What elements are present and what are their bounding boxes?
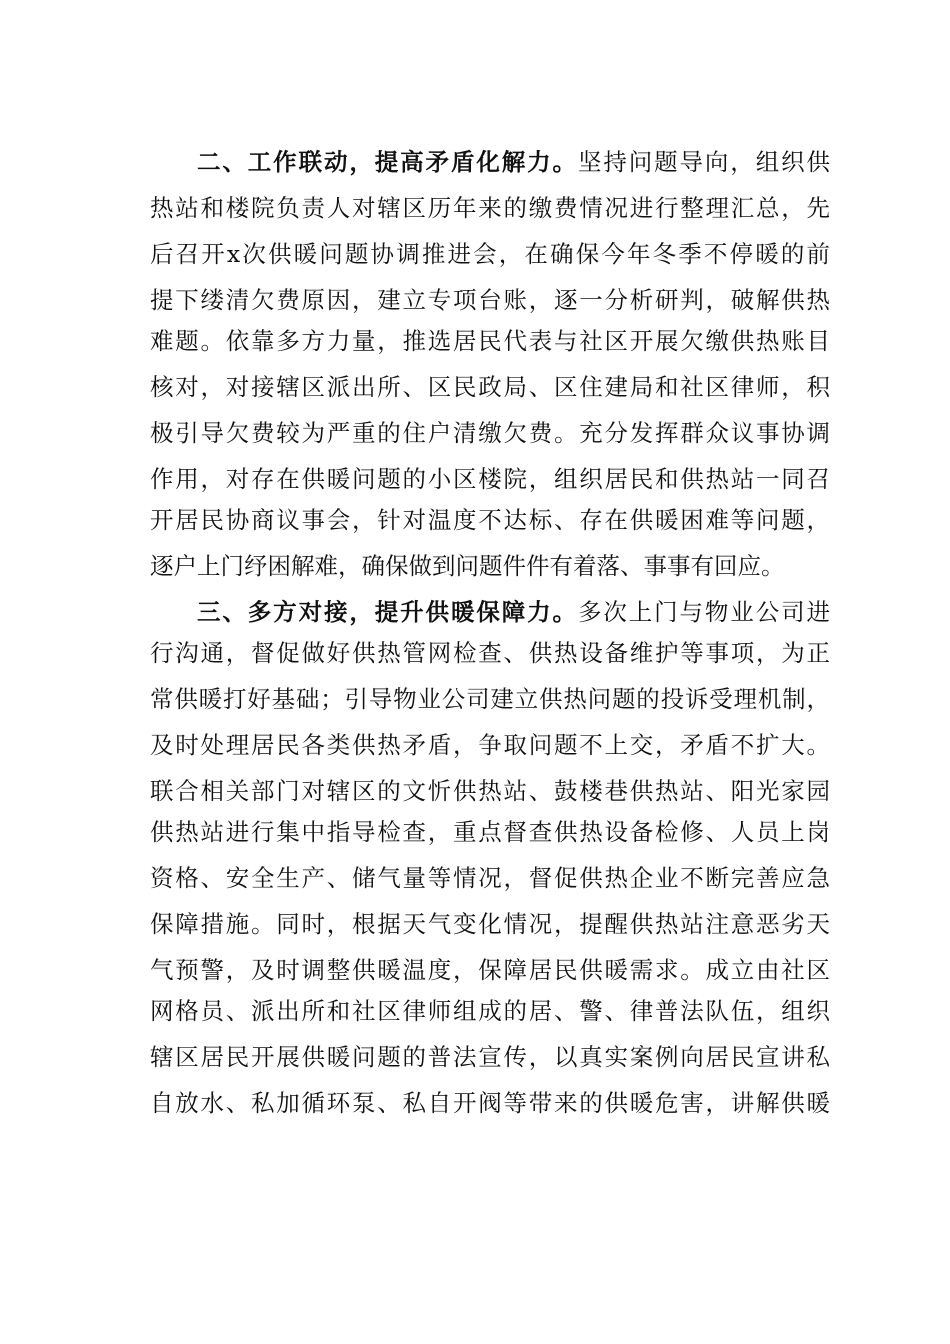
section3-line-6: 供热站进行集中指导检查，重点督查供热设备检修、人员上岗 [150,818,830,846]
section3-line-8: 保障措施。同时，根据天气变化情况，提醒供热站注意恶劣天 [150,910,830,938]
section3-line-7: 资格、安全生产、储气量等情况，督促供热企业不断完善应急 [150,864,830,892]
section3-line-12: 自放水、私加循环泵、私自开阀等带来的供暖危害，讲解供暖 [150,1089,830,1117]
section3-text: 多次上门与物业公司进 [577,598,830,626]
section3-line-9: 气预警，及时调整供暖温度，保障居民供暖需求。成立由社区 [150,956,830,984]
section2-line-4: 提下缕清欠费原因，建立专项台账，逐一分析研判，破解供热 [150,286,830,314]
section2-line-3: 后召开x次供暖问题协调推进会，在确保今年冬季不停暖的前 [150,240,830,268]
section3-heading: 三、多方对接，提升供暖保障力。 [197,598,578,626]
section2-line-1 [197,145,830,179]
section2-line-5: 难题。依靠多方力量，推选居民代表与社区开展欠缴供热账目 [150,327,830,355]
section3-line-3: 常供暖打好基础；引导物业公司建立供热问题的投诉受理机制， [150,685,830,713]
section2-line-10: 逐户上门纾困解难，确保做到问题件件有着落、事事有回应。 [150,552,785,580]
section3-line-10: 网格员、派出所和社区律师组成的居、警、律普法队伍，组织 [150,997,830,1025]
section3-line-1 [197,595,830,629]
section3-line-5: 联合相关部门对辖区的文忻供热站、鼓楼巷供热站、阳光家园 [150,777,830,805]
section3-line-4: 及时处理居民各类供热矛盾，争取问题不上交，矛盾不扩大。 [150,731,830,759]
section2-line-6: 核对，对接辖区派出所、区民政局、区住建局和社区律师，积 [150,373,830,401]
section2-line-2: 热站和楼院负责人对辖区历年来的缴费情况进行整理汇总，先 [150,194,830,222]
section2-heading: 二、工作联动，提高矛盾化解力。 [197,148,578,176]
section2-line-9: 开居民协商议事会，针对温度不达标、存在供暖困难等问题， [150,506,830,534]
section2-text: 坚持问题导向，组织供 [577,148,830,176]
section3-line-2: 行沟通，督促做好供热管网检查、供热设备维护等事项，为正 [150,639,830,667]
section3-line-11: 辖区居民开展供暖问题的普法宣传，以真实案例向居民宣讲私 [150,1043,830,1071]
section2-line-8: 作用，对存在供暖问题的小区楼院，组织居民和供热站一同召 [150,465,830,493]
section2-line-7: 极引导欠费较为严重的住户清缴欠费。充分发挥群众议事协调 [150,419,830,447]
